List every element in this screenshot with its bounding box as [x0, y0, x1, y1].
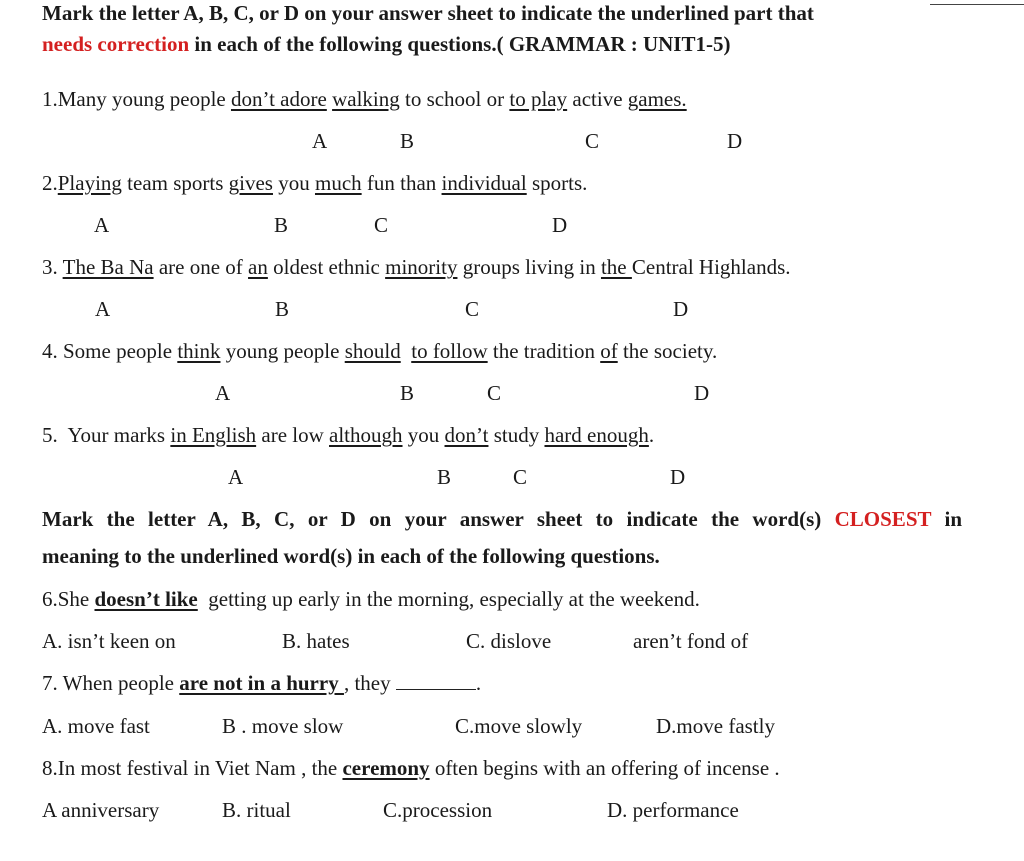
question-4: 4. Some people think young people should to follow the tradition of the society. — [42, 339, 718, 363]
underlined-part-b: although — [329, 423, 403, 447]
question-7: 7. When people are not in a hurry , they . — [42, 671, 482, 695]
underlined-part-c: much — [314, 171, 362, 195]
question-6: 6.She doesn’t like getting up early in the morning, especially at the weekend. — [42, 587, 700, 611]
q8-option-b: B. ritual — [222, 798, 291, 822]
underlined-part-a: Playing — [57, 171, 122, 195]
underlined-part-b: gives — [228, 171, 273, 195]
top-rule — [930, 4, 1024, 5]
section1-instruction-line1 — [42, 0, 922, 26]
q7-option-b: B . move slow — [222, 714, 344, 738]
underlined-part-d: games. — [627, 87, 687, 111]
instruction-text: in each of the following questions.( GRAMMAR : UNIT1-5) — [189, 32, 731, 56]
q3-letter-c: C — [465, 297, 480, 321]
q5-letter-b: B — [437, 465, 452, 489]
section1-instruction-line2 — [42, 31, 730, 57]
question-1: 1.Many young people don’t adore walking to school or to play active games. — [42, 87, 687, 111]
question-5: 5. Your marks in English are low although you don’t study hard enough. — [42, 423, 655, 447]
q8-option-d: D. performance — [607, 798, 739, 822]
q7-option-d: D.move fastly — [656, 714, 775, 738]
underlined-part-b: walking — [332, 87, 400, 111]
underlined-part-b: an — [248, 255, 268, 279]
q6-option-d: aren’t fond of — [633, 629, 749, 653]
key-phrase: ceremony — [342, 756, 430, 780]
answer-blank — [396, 671, 476, 690]
underlined-part-c: to follow — [411, 339, 488, 363]
underlined-part-d: of — [600, 339, 618, 363]
underlined-part-c: don’t — [444, 423, 489, 447]
q2-letter-a: A — [94, 213, 110, 237]
q1-letter-d: D — [727, 129, 743, 153]
underlined-part-d: hard enough — [544, 423, 649, 447]
underlined-part-c: minority — [385, 255, 458, 279]
q1-letter-a: A — [312, 129, 328, 153]
q3-letter-d: D — [673, 297, 689, 321]
question-2: 2.Playing team sports gives you much fun than individual sports. — [42, 171, 588, 195]
underlined-part-a: in English — [170, 423, 257, 447]
section2-instruction-line2: meaning to the underlined word(s) in each of the following questions. — [42, 544, 660, 568]
q7-option-c: C.move slowly — [455, 714, 583, 738]
q4-letter-a: A — [215, 381, 231, 405]
q2-letter-b: B — [274, 213, 289, 237]
underlined-part-a: don’t adore — [230, 87, 327, 111]
q3-letter-a: A — [95, 297, 111, 321]
q8-option-c: C.procession — [383, 798, 493, 822]
q5-letter-d: D — [670, 465, 686, 489]
underlined-part-a: The Ba Na — [62, 255, 154, 279]
key-phrase: are not in a hurry — [179, 671, 344, 695]
instruction-text: Mark the letter A, B, C, or D on your answer sheet to indicate the underlined part that — [42, 1, 814, 25]
q6-option-b: B. hates — [282, 629, 350, 653]
key-phrase: doesn’t like — [94, 587, 198, 611]
q1-letter-b: B — [400, 129, 415, 153]
q5-letter-c: C — [513, 465, 528, 489]
underlined-part-d: individual — [441, 171, 527, 195]
closest-highlight: CLOSEST — [834, 507, 932, 531]
q2-letter-c: C — [374, 213, 389, 237]
section2-instruction-line1: Mark the letter A, B, C, or D on your answer sheet to indicate the word(s) CLOSEST in — [42, 507, 963, 531]
q3-letter-b: B — [275, 297, 290, 321]
underlined-part-c: to play — [509, 87, 568, 111]
underlined-part-b: should — [344, 339, 401, 363]
q5-letter-a: A — [228, 465, 244, 489]
q8-option-a: A anniversary — [42, 798, 160, 822]
q6-option-c: C. dislove — [466, 629, 552, 653]
q4-letter-d: D — [694, 381, 710, 405]
question-8: 8.In most festival in Viet Nam , the ceremony often begins with an offering of incense . — [42, 756, 780, 780]
needs-correction-highlight: needs correction — [42, 32, 190, 56]
q4-letter-b: B — [400, 381, 415, 405]
q2-letter-d: D — [552, 213, 568, 237]
q1-letter-c: C — [585, 129, 600, 153]
underlined-part-d: the — [600, 255, 632, 279]
underlined-part-a: think — [177, 339, 221, 363]
q7-option-a: A. move fast — [42, 714, 150, 738]
question-3: 3. The Ba Na are one of an oldest ethnic minority groups living in the Central Highlands. — [42, 255, 791, 279]
q6-option-a: A. isn’t keen on — [42, 629, 176, 653]
q4-letter-c: C — [487, 381, 502, 405]
